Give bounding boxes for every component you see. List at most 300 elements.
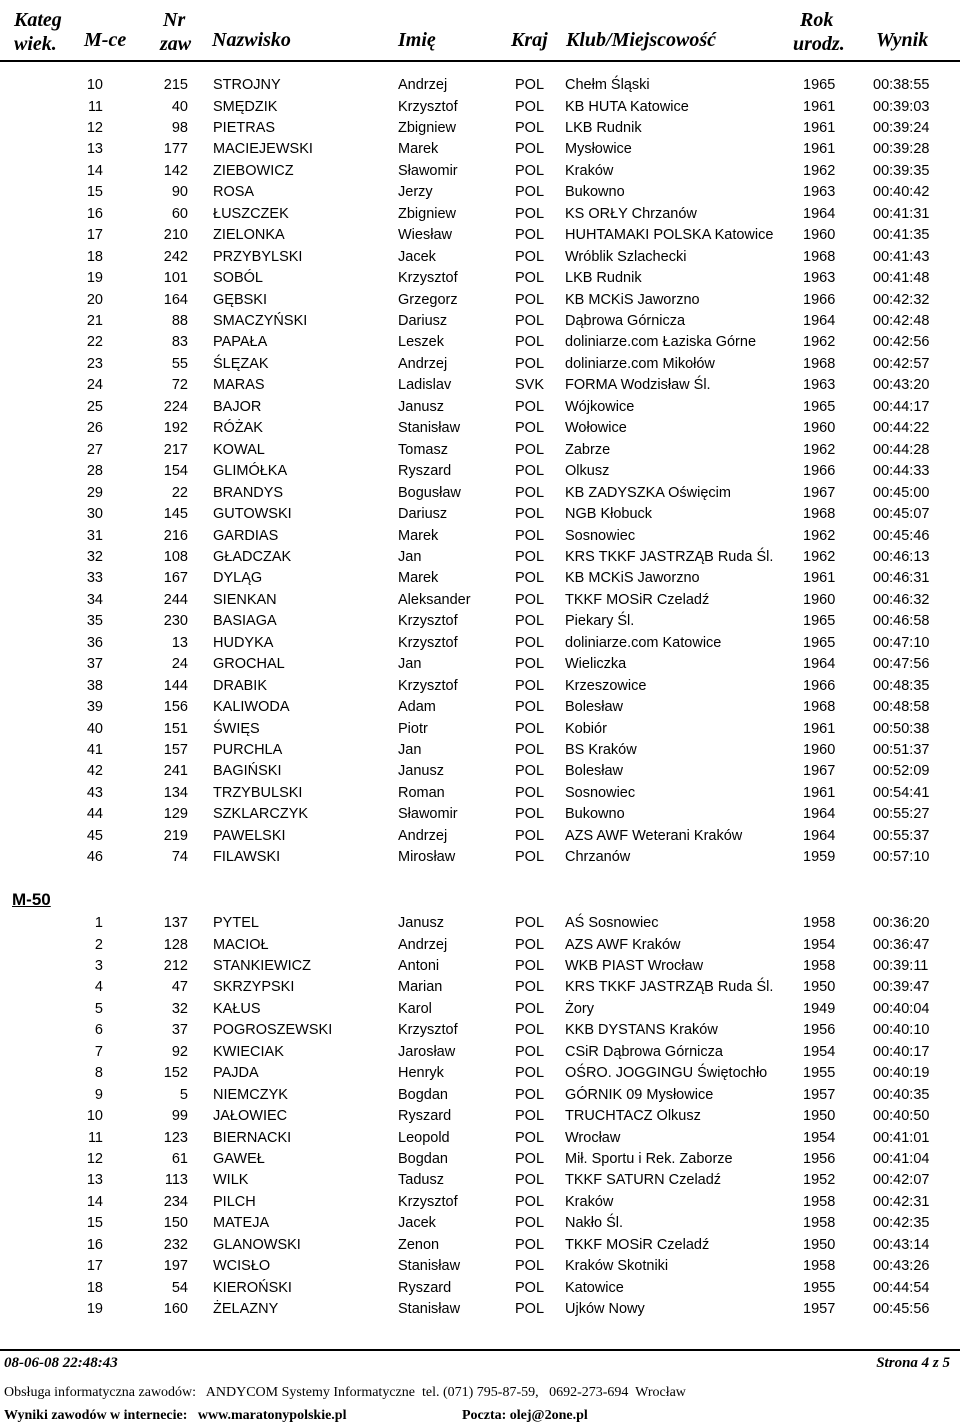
cell-result-time: 00:57:10	[873, 849, 930, 866]
header-zaw: zaw	[160, 33, 192, 55]
cell-bib: 108	[163, 548, 188, 565]
cell-result-time: 00:44:33	[873, 463, 930, 480]
cell-club: Olkusz	[565, 463, 610, 480]
cell-surname: BRANDYS	[213, 484, 284, 501]
cell-result-time: 00:42:32	[873, 291, 930, 308]
table-row	[0, 1020, 960, 1041]
cell-result-time: 00:51:37	[873, 741, 930, 758]
cell-birth-year: 1956	[803, 1151, 836, 1167]
cell-result-time: 00:42:31	[873, 1193, 930, 1210]
cell-result-time: 00:40:17	[873, 1043, 930, 1060]
cell-surname: BAJOR	[213, 398, 262, 415]
cell-surname: WILK	[213, 1172, 249, 1189]
cell-surname: PAJDA	[213, 1065, 259, 1082]
cell-result-time: 00:48:35	[873, 677, 930, 694]
cell-country: POL	[515, 741, 545, 758]
cell-place: 7	[94, 1043, 103, 1060]
header-wiek: wiek.	[14, 33, 57, 55]
cell-country: POL	[515, 634, 545, 651]
header-nazwisko: Nazwisko	[212, 29, 291, 51]
cell-surname: DYLĄG	[213, 570, 263, 587]
cell-birth-year: 1963	[803, 270, 836, 286]
cell-bib: 90	[171, 184, 188, 201]
cell-result-time: 00:46:13	[873, 548, 930, 565]
cell-first-name: Krzysztof	[398, 1193, 458, 1210]
cell-surname: KOWAL	[213, 441, 265, 458]
cell-country: POL	[515, 1086, 545, 1103]
table-row	[0, 1042, 960, 1063]
cell-result-time: 00:42:48	[873, 312, 930, 329]
cell-result-time: 00:40:04	[873, 1000, 930, 1017]
cell-birth-year: 1958	[803, 1258, 836, 1275]
cell-surname: GLANOWSKI	[213, 1236, 301, 1253]
cell-birth-year: 1960	[803, 420, 836, 437]
cell-country: POL	[515, 677, 545, 694]
cell-surname: DRABIK	[213, 677, 267, 694]
cell-bib: 152	[163, 1065, 188, 1082]
cell-place: 11	[87, 1129, 103, 1146]
cell-birth-year: 1963	[803, 184, 836, 201]
cell-first-name: Jan	[398, 548, 422, 565]
cell-club: Katowice	[565, 1279, 624, 1296]
cell-birth-year: 1958	[803, 915, 836, 931]
cell-surname: GŁADCZAK	[213, 548, 292, 565]
cell-surname: KIEROŃSKI	[213, 1279, 292, 1296]
cell-result-time: 00:39:35	[873, 162, 930, 179]
cell-result-time: 00:46:32	[873, 591, 930, 608]
cell-first-name: Jacek	[398, 1215, 436, 1232]
cell-first-name: Grzegorz	[398, 291, 458, 308]
cell-first-name: Marek	[398, 141, 439, 158]
table-row	[0, 204, 960, 225]
cell-country: POL	[515, 398, 545, 415]
header-wynik: Wynik	[876, 29, 929, 51]
cell-birth-year: 1950	[803, 1236, 836, 1253]
cell-result-time: 00:36:20	[873, 915, 930, 931]
cell-place: 37	[86, 656, 103, 673]
cell-place: 18	[86, 1279, 103, 1296]
cell-club: TKKF SATURN Czeladź	[565, 1172, 722, 1189]
cell-club: Zabrze	[565, 441, 611, 458]
cell-first-name: Jerzy	[398, 184, 433, 201]
table-row	[0, 568, 960, 589]
cell-bib: 37	[171, 1022, 188, 1039]
cell-place: 38	[86, 677, 103, 694]
cell-birth-year: 1968	[803, 506, 836, 522]
cell-first-name: Sławomir	[398, 162, 458, 179]
cell-club: Kraków Skotniki	[565, 1258, 669, 1275]
cell-birth-year: 1954	[803, 1129, 836, 1146]
cell-birth-year: 1954	[803, 1043, 836, 1060]
cell-first-name: Tadusz	[398, 1172, 444, 1189]
table-header	[0, 0, 960, 62]
cell-result-time: 00:43:20	[873, 377, 930, 394]
cell-place: 29	[86, 484, 103, 501]
cell-result-time: 00:40:19	[873, 1065, 930, 1082]
cell-club: Sosnowiec	[565, 527, 636, 544]
table-row	[0, 290, 960, 311]
cell-result-time: 00:47:10	[873, 634, 930, 651]
table-row	[0, 847, 960, 868]
cell-first-name: Marek	[398, 527, 439, 544]
cell-country: POL	[515, 463, 545, 480]
cell-result-time: 00:40:10	[873, 1022, 930, 1039]
cell-country: POL	[515, 1065, 545, 1082]
cell-club: Wieliczka	[565, 656, 627, 673]
cell-club: Mił. Sportu i Rek. Zaborze	[565, 1151, 733, 1167]
table-row	[0, 913, 960, 934]
cell-surname: BIERNACKI	[213, 1129, 292, 1146]
cell-birth-year: 1958	[803, 1193, 836, 1210]
cell-place: 15	[86, 184, 103, 201]
cell-bib: 145	[163, 506, 188, 522]
cell-first-name: Piotr	[398, 720, 428, 737]
cell-country: POL	[515, 720, 545, 737]
cell-first-name: Bogusław	[398, 484, 461, 501]
cell-bib: 99	[171, 1108, 188, 1124]
cell-birth-year: 1967	[803, 763, 836, 780]
cell-country: POL	[515, 1151, 545, 1167]
footer-timestamp: 08-06-08 22:48:43	[4, 1355, 118, 1371]
cell-surname: PYTEL	[213, 915, 259, 931]
cell-bib: 234	[163, 1193, 188, 1210]
cell-country: POL	[515, 570, 545, 587]
cell-birth-year: 1958	[803, 957, 836, 974]
cell-place: 17	[86, 1258, 103, 1275]
footer-page-number: Strona 4 z 5	[876, 1355, 950, 1371]
header-imie: Imię	[398, 29, 436, 51]
cell-birth-year: 1961	[803, 720, 836, 737]
cell-birth-year: 1966	[803, 463, 836, 480]
cell-first-name: Krzysztof	[398, 1022, 458, 1039]
cell-club: NGB Kłobuck	[565, 506, 653, 522]
cell-place: 28	[86, 463, 103, 480]
footer-service-info: Obsługa informatyczna zawodów: ANDYCOM Systemy Informatyczne tel. (071) 795-87-59, 0692-273-694 Wrocław	[4, 1385, 686, 1400]
cell-result-time: 00:39:28	[873, 141, 930, 158]
cell-place: 20	[86, 291, 103, 308]
cell-club: TRUCHTACZ Olkusz	[565, 1108, 701, 1124]
cell-country: POL	[515, 1108, 545, 1124]
table-row	[0, 611, 960, 632]
cell-bib: 210	[163, 227, 188, 244]
cell-result-time: 00:47:56	[873, 656, 930, 673]
cell-bib: 242	[163, 248, 188, 265]
cell-bib: 177	[163, 141, 188, 158]
cell-club: Żory	[565, 1000, 594, 1017]
cell-club: CSiR Dąbrowa Górnicza	[565, 1043, 723, 1060]
cell-place: 41	[86, 741, 103, 758]
cell-country: POL	[515, 591, 545, 608]
cell-club: KB MCKiS Jaworzno	[565, 291, 700, 308]
cell-place: 33	[86, 570, 103, 587]
table-row	[0, 1299, 960, 1320]
cell-first-name: Aleksander	[398, 591, 471, 608]
cell-bib: 92	[171, 1043, 188, 1060]
cell-country: POL	[515, 784, 545, 801]
cell-first-name: Adam	[398, 699, 436, 715]
cell-place: 2	[94, 936, 103, 953]
cell-country: POL	[515, 979, 545, 996]
cell-birth-year: 1957	[803, 1086, 836, 1103]
cell-result-time: 00:42:57	[873, 355, 930, 372]
table-row	[0, 354, 960, 375]
cell-club: doliniarze.com Łaziska Górne	[565, 334, 757, 351]
cell-first-name: Zbigniew	[398, 119, 457, 136]
cell-club: Nakło Śl.	[565, 1215, 624, 1232]
cell-club: Kraków	[565, 1193, 614, 1210]
cell-birth-year: 1954	[803, 936, 836, 953]
header-rok: Rok	[800, 9, 834, 31]
table-row	[0, 1128, 960, 1149]
table-row	[0, 1192, 960, 1213]
cell-surname: SIENKAN	[213, 591, 277, 608]
cell-bib: 154	[163, 463, 188, 480]
cell-result-time: 00:36:47	[873, 936, 930, 953]
cell-club: Wrocław	[565, 1129, 621, 1146]
cell-place: 13	[86, 1172, 103, 1189]
cell-result-time: 00:38:55	[873, 77, 930, 93]
cell-club: doliniarze.com Katowice	[565, 634, 722, 651]
cell-country: POL	[515, 506, 545, 522]
cell-place: 21	[86, 312, 103, 329]
cell-birth-year: 1952	[803, 1172, 836, 1189]
cell-country: POL	[515, 248, 545, 265]
cell-place: 34	[86, 591, 103, 608]
cell-country: POL	[515, 806, 545, 823]
cell-place: 27	[86, 441, 103, 458]
cell-country: POL	[515, 441, 545, 458]
cell-place: 12	[86, 1151, 103, 1167]
cell-place: 1	[94, 915, 103, 931]
table-row	[0, 247, 960, 268]
table-row	[0, 1278, 960, 1299]
cell-club: KRS TKKF JASTRZĄB Ruda Śl.	[565, 979, 774, 996]
cell-bib: 150	[163, 1215, 188, 1232]
footer-internet-info: Wyniki zawodów w internecie: www.maratonypolskie.pl Poczta: olej@2one.pl	[4, 1408, 588, 1423]
cell-surname: PIETRAS	[213, 119, 276, 136]
cell-country: POL	[515, 957, 545, 974]
cell-country: POL	[515, 1193, 545, 1210]
table-row	[0, 182, 960, 203]
cell-club: Ujków Nowy	[565, 1301, 645, 1318]
cell-country: POL	[515, 613, 545, 630]
cell-birth-year: 1961	[803, 98, 836, 115]
table-row	[0, 999, 960, 1020]
cell-birth-year: 1963	[803, 377, 836, 394]
cell-surname: ROSA	[213, 184, 255, 201]
cell-bib: 217	[163, 441, 188, 458]
cell-club: Wójkowice	[565, 398, 635, 415]
cell-club: OŚRO. JOGGINGU Świętochło	[565, 1065, 768, 1082]
cell-bib: 74	[171, 849, 188, 866]
cell-country: POL	[515, 763, 545, 780]
cell-result-time: 00:41:01	[873, 1129, 930, 1146]
cell-result-time: 00:39:24	[873, 119, 930, 136]
cell-country: POL	[515, 119, 545, 136]
cell-surname: FILAWSKI	[213, 849, 281, 866]
cell-surname: PILCH	[213, 1193, 256, 1210]
cell-place: 17	[86, 227, 103, 244]
cell-bib: 160	[163, 1301, 188, 1318]
table-row	[0, 1106, 960, 1127]
cell-country: POL	[515, 699, 545, 715]
cell-country: POL	[515, 420, 545, 437]
cell-birth-year: 1961	[803, 570, 836, 587]
cell-result-time: 00:39:03	[873, 98, 930, 115]
cell-bib: 212	[163, 957, 188, 974]
cell-bib: 134	[163, 784, 188, 801]
table-row	[0, 268, 960, 289]
cell-first-name: Leopold	[398, 1129, 450, 1146]
cell-bib: 151	[163, 720, 188, 737]
cell-surname: STROJNY	[213, 77, 281, 93]
table-row	[0, 1213, 960, 1234]
cell-club: TKKF MOSiR Czeladź	[565, 1236, 710, 1253]
cell-club: AŚ Sosnowiec	[565, 915, 659, 931]
cell-first-name: Janusz	[398, 398, 444, 415]
cell-club: Mysłowice	[565, 141, 632, 158]
cell-club: Kraków	[565, 162, 614, 179]
cell-birth-year: 1965	[803, 398, 836, 415]
cell-club: AZS AWF Weterani Kraków	[565, 827, 743, 844]
table-row	[0, 804, 960, 825]
cell-first-name: Andrzej	[398, 936, 448, 953]
cell-result-time: 00:43:26	[873, 1258, 930, 1275]
cell-bib: 224	[163, 398, 188, 415]
table-row	[0, 783, 960, 804]
cell-surname: BASIAGA	[213, 613, 277, 630]
cell-birth-year: 1964	[803, 205, 836, 222]
cell-surname: GROCHAL	[213, 656, 285, 673]
cell-birth-year: 1957	[803, 1301, 836, 1318]
cell-surname: PRZYBYLSKI	[213, 248, 303, 265]
cell-birth-year: 1950	[803, 1108, 836, 1124]
cell-club: AZS AWF Kraków	[565, 936, 681, 953]
cell-first-name: Krzysztof	[398, 613, 458, 630]
header-kraj: Kraj	[511, 29, 548, 51]
cell-country: SVK	[515, 377, 545, 394]
cell-bib: 40	[171, 98, 188, 115]
header-klub: Klub/Miejscowość	[566, 29, 717, 51]
cell-country: POL	[515, 334, 545, 351]
cell-result-time: 00:52:09	[873, 763, 930, 780]
cell-bib: 54	[171, 1279, 188, 1296]
cell-result-time: 00:42:56	[873, 334, 930, 351]
cell-bib: 128	[163, 936, 188, 953]
cell-country: POL	[515, 1236, 545, 1253]
cell-first-name: Janusz	[398, 763, 444, 780]
cell-bib: 61	[171, 1151, 188, 1167]
cell-result-time: 00:55:27	[873, 806, 930, 823]
cell-first-name: Stanisław	[398, 1258, 461, 1275]
cell-birth-year: 1968	[803, 248, 836, 265]
cell-first-name: Stanisław	[398, 420, 461, 437]
table-row	[0, 676, 960, 697]
cell-bib: 13	[171, 634, 188, 651]
cell-surname: GLIMÓŁKA	[213, 463, 288, 480]
cell-bib: 232	[163, 1236, 188, 1253]
cell-surname: TRZYBULSKI	[213, 784, 303, 801]
table-row	[0, 504, 960, 525]
cell-place: 3	[94, 957, 103, 974]
cell-bib: 83	[171, 334, 188, 351]
cell-bib: 129	[163, 806, 188, 823]
table-row	[0, 332, 960, 353]
cell-place: 19	[86, 1301, 103, 1318]
cell-bib: 244	[163, 591, 188, 608]
cell-country: POL	[515, 827, 545, 844]
cell-first-name: Jan	[398, 741, 422, 758]
table-row	[0, 118, 960, 139]
cell-surname: ZIELONKA	[213, 227, 285, 244]
cell-country: POL	[515, 527, 545, 544]
cell-birth-year: 1964	[803, 827, 836, 844]
cell-result-time: 00:40:42	[873, 184, 930, 201]
cell-club: LKB Rudnik	[565, 270, 642, 286]
cell-result-time: 00:44:22	[873, 420, 930, 437]
cell-place: 15	[86, 1215, 103, 1232]
cell-club: Chrzanów	[565, 849, 631, 866]
category-label: M-50	[12, 890, 51, 909]
cell-club: Sosnowiec	[565, 784, 636, 801]
cell-result-time: 00:41:35	[873, 227, 930, 244]
cell-bib: 24	[171, 656, 188, 673]
cell-result-time: 00:45:00	[873, 484, 930, 501]
cell-place: 5	[94, 1000, 103, 1017]
cell-result-time: 00:41:43	[873, 248, 930, 265]
cell-birth-year: 1964	[803, 312, 836, 329]
cell-place: 13	[86, 141, 103, 158]
cell-bib: 5	[179, 1086, 188, 1103]
cell-country: POL	[515, 1043, 545, 1060]
cell-bib: 215	[163, 77, 188, 93]
cell-result-time: 00:41:04	[873, 1151, 930, 1167]
cell-bib: 22	[171, 484, 188, 501]
cell-birth-year: 1960	[803, 227, 836, 244]
cell-place: 45	[86, 827, 103, 844]
cell-surname: KALIWODA	[213, 699, 290, 715]
cell-birth-year: 1956	[803, 1022, 836, 1039]
cell-place: 12	[86, 119, 103, 136]
cell-surname: ŁUSZCZEK	[213, 205, 289, 222]
cell-birth-year: 1950	[803, 979, 836, 996]
cell-first-name: Andrzej	[398, 355, 448, 372]
cell-result-time: 00:41:48	[873, 270, 930, 286]
cell-place: 16	[86, 205, 103, 222]
cell-surname: MARAS	[213, 377, 265, 394]
cell-place: 26	[86, 420, 103, 437]
cell-result-time: 00:44:28	[873, 441, 930, 458]
cell-place: 44	[86, 806, 103, 823]
cell-place: 16	[86, 1236, 103, 1253]
cell-bib: 142	[163, 162, 188, 179]
cell-surname: SKRZYPSKI	[213, 979, 295, 996]
cell-surname: GĘBSKI	[213, 291, 267, 308]
table-row	[0, 375, 960, 396]
cell-first-name: Krzysztof	[398, 98, 458, 115]
cell-result-time: 00:48:58	[873, 699, 930, 715]
cell-club: WKB PIAST Wrocław	[565, 957, 704, 974]
cell-first-name: Krzysztof	[398, 270, 458, 286]
cell-bib: 241	[163, 763, 188, 780]
table-row	[0, 1063, 960, 1084]
cell-place: 30	[86, 506, 103, 522]
table-row	[0, 697, 960, 718]
cell-first-name: Wiesław	[398, 227, 452, 244]
cell-club: KB ZADYSZKA Oświęcim	[565, 484, 731, 501]
cell-bib: 167	[163, 570, 188, 587]
table-row	[0, 654, 960, 675]
